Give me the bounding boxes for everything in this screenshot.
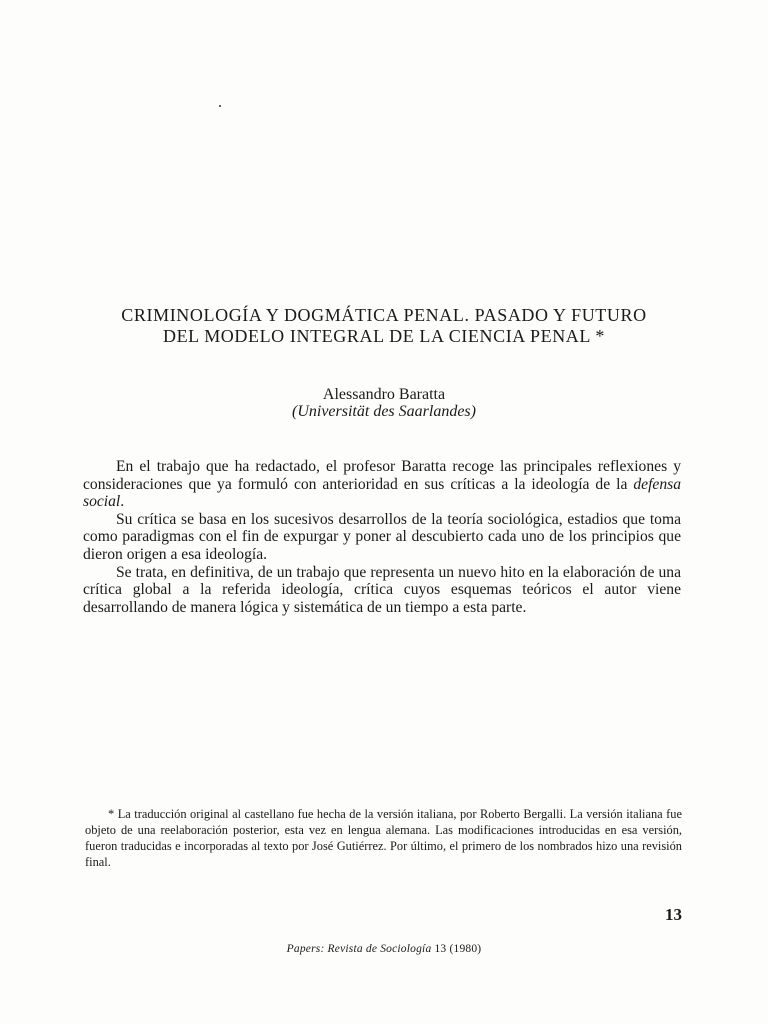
abstract-paragraph-3: Se trata, en definitiva, de un trabajo que representa un nuevo hito en la elaboración de una crítica global a la referida ideología, crítica cuyos esquemas teóricos el autor viene desarrollando de manera lógica y sistemática de un tiempo a esta parte. bbox=[83, 563, 681, 616]
journal-footer bbox=[60, 943, 708, 955]
abstract-body bbox=[83, 458, 681, 616]
abstract-paragraph-2: Su crítica se basa en los sucesivos desarrollos de la teoría sociológica, estadios que toma como paradigmas con el fin de expurgar y poner al descubierto cada uno de los principios que dieron origen a esa ideología. bbox=[83, 510, 681, 563]
author-name: Alessandro Baratta bbox=[322, 386, 446, 403]
paragraph-1-end: . bbox=[120, 493, 125, 511]
paragraph-1-text: En el trabajo que ha redactado, el profesor Baratta recoge las principales reflexiones y consideraciones que ya formuló con anterioridad en sus críticas a la ideología de la bbox=[83, 458, 681, 493]
paragraph-1-emphasis: defensa social bbox=[83, 475, 681, 511]
journal-name: Papers: Revista de Sociología bbox=[286, 943, 432, 955]
author-block bbox=[60, 386, 708, 420]
footnote bbox=[85, 806, 682, 870]
journal-issue: 13 (1980) bbox=[434, 943, 482, 955]
title-line-1: CRIMINOLOGÍA Y DOGMÁTICA PENAL. PASADO Y FUTURO bbox=[121, 305, 647, 325]
page-number: 13 bbox=[665, 905, 682, 924]
article-title bbox=[60, 305, 708, 347]
abstract-paragraph-1 bbox=[83, 458, 681, 511]
scan-speck bbox=[219, 105, 221, 107]
author-affiliation: (Universität des Saarlandes) bbox=[292, 403, 476, 420]
title-line-2: DEL MODELO INTEGRAL DE LA CIENCIA PENAL * bbox=[162, 326, 606, 346]
footnote-text: * La traducción original al castellano fue hecha de la versión italiana, por Roberto Bergalli. La versión italiana fue objeto de una reelaboración posterior, esta vez en lengua alemana. Las modificaciones introducidas en esa versión, fueron traducidas e incorporadas al texto por José Gutiérrez. Por último, el primero de los nombrados hizo una revisión final. bbox=[85, 807, 682, 869]
